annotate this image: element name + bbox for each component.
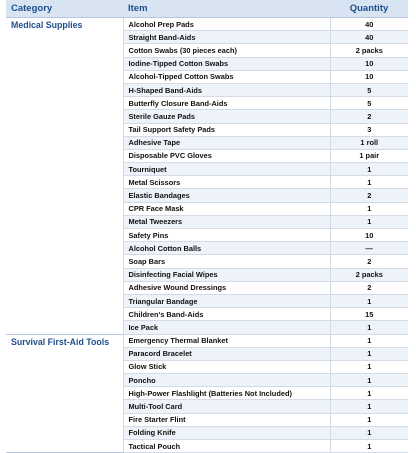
quantity-cell: 1 [330, 426, 408, 439]
item-cell: Poncho [123, 374, 330, 387]
supplies-table [6, 0, 408, 453]
header-row [6, 0, 408, 18]
quantity-cell: 1 [330, 400, 408, 413]
quantity-cell: 1 [330, 321, 408, 334]
quantity-cell: 1 [330, 215, 408, 228]
item-cell: Adhesive Tape [123, 136, 330, 149]
item-cell: Metal Scissors [123, 176, 330, 189]
quantity-cell: 15 [330, 308, 408, 321]
quantity-cell: 40 [330, 31, 408, 44]
item-cell: Ice Pack [123, 321, 330, 334]
item-cell: Sterile Gauze Pads [123, 110, 330, 123]
table-body [6, 18, 408, 453]
quantity-cell: 1 pair [330, 149, 408, 162]
quantity-cell: 2 packs [330, 268, 408, 281]
quantity-cell: 2 [330, 110, 408, 123]
item-cell: Disposable PVC Gloves [123, 149, 330, 162]
item-cell: Triangular Bandage [123, 294, 330, 307]
quantity-cell: 5 [330, 83, 408, 96]
item-cell: Children's Band-Aids [123, 308, 330, 321]
item-cell: CPR Face Mask [123, 202, 330, 215]
item-cell: Metal Tweezers [123, 215, 330, 228]
category-cell: Medical Supplies [6, 18, 123, 335]
quantity-cell: 1 [330, 387, 408, 400]
item-cell: Cotton Swabs (30 pieces each) [123, 44, 330, 57]
quantity-cell: 1 [330, 294, 408, 307]
item-cell: Alcohol-Tipped Cotton Swabs [123, 70, 330, 83]
quantity-cell: 1 roll [330, 136, 408, 149]
item-cell: Tourniquet [123, 163, 330, 176]
item-cell: Safety Pins [123, 229, 330, 242]
item-cell: Butterfly Closure Band-Aids [123, 97, 330, 110]
quantity-cell: 10 [330, 57, 408, 70]
quantity-cell: 2 [330, 255, 408, 268]
table-row [6, 18, 408, 31]
item-cell: Elastic Bandages [123, 189, 330, 202]
item-cell: Disinfecting Facial Wipes [123, 268, 330, 281]
item-cell: Emergency Thermal Blanket [123, 334, 330, 347]
column-header-item: Item [123, 0, 330, 18]
item-cell: Straight Band-Aids [123, 31, 330, 44]
item-cell: Alcohol Cotton Balls [123, 242, 330, 255]
item-cell: Fire Starter Flint [123, 413, 330, 426]
quantity-cell: 1 [330, 347, 408, 360]
item-cell: Adhesive Wound Dressings [123, 281, 330, 294]
item-cell: Folding Knife [123, 426, 330, 439]
quantity-cell: 1 [330, 202, 408, 215]
item-cell: Iodine-Tipped Cotton Swabs [123, 57, 330, 70]
quantity-cell: 2 [330, 281, 408, 294]
item-cell: Glow Stick [123, 360, 330, 373]
quantity-cell: 10 [330, 229, 408, 242]
quantity-cell: 2 [330, 189, 408, 202]
item-cell: Alcohol Prep Pads [123, 18, 330, 31]
item-cell: Paracord Bracelet [123, 347, 330, 360]
item-cell: High-Power Flashlight (Batteries Not Included) [123, 387, 330, 400]
column-header-category: Category [6, 0, 123, 18]
item-cell: Soap Bars [123, 255, 330, 268]
quantity-cell: 1 [330, 334, 408, 347]
table-row [6, 334, 408, 347]
quantity-cell: — [330, 242, 408, 255]
quantity-cell: 10 [330, 70, 408, 83]
quantity-cell: 2 packs [330, 44, 408, 57]
quantity-cell: 40 [330, 18, 408, 31]
quantity-cell: 1 [330, 176, 408, 189]
item-cell: H-Shaped Band-Aids [123, 83, 330, 96]
quantity-cell: 1 [330, 374, 408, 387]
quantity-cell: 3 [330, 123, 408, 136]
quantity-cell: 1 [330, 360, 408, 373]
item-cell: Tail Support Safety Pads [123, 123, 330, 136]
quantity-cell: 1 [330, 413, 408, 426]
category-cell: Survival First-Aid Tools [6, 334, 123, 453]
quantity-cell: 1 [330, 163, 408, 176]
quantity-cell: 1 [330, 440, 408, 453]
column-header-quantity: Quantity [330, 0, 408, 18]
item-cell: Multi-Tool Card [123, 400, 330, 413]
quantity-cell: 5 [330, 97, 408, 110]
item-cell: Tactical Pouch [123, 440, 330, 453]
